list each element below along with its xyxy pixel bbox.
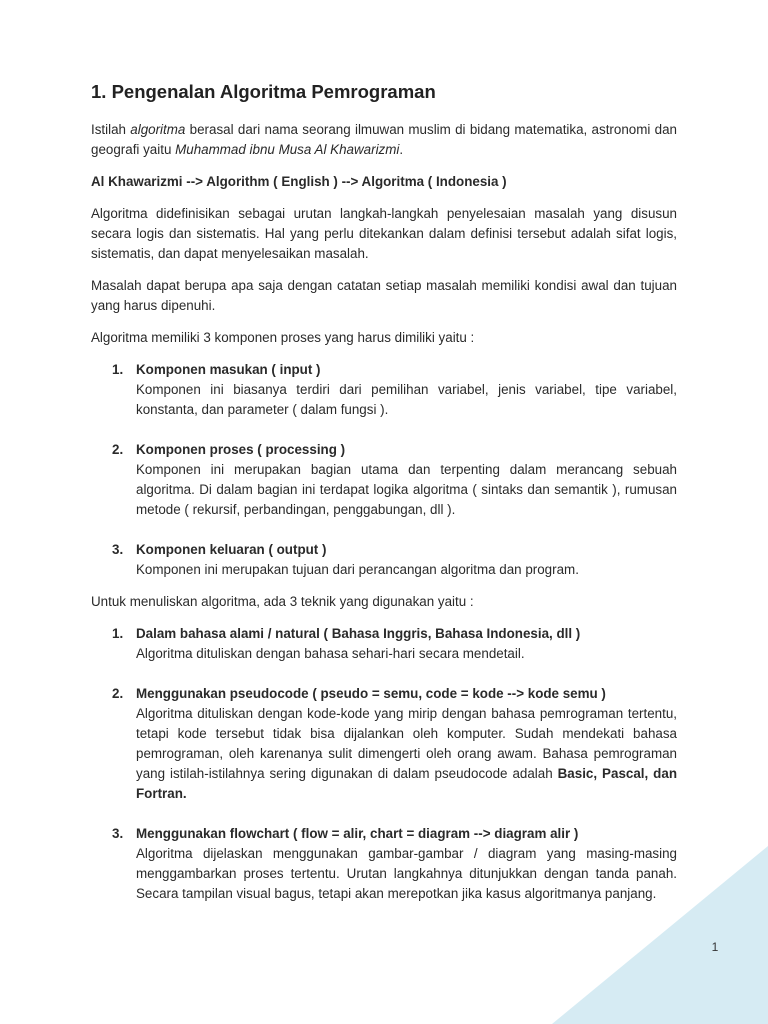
components-intro: Algoritma memiliki 3 komponen proses yang harus dimiliki yaitu : [91,330,475,345]
document-page [91,80,677,916]
list-item [91,360,677,420]
techniques-list [91,624,677,904]
list-item-title: Komponen proses ( processing ) [136,442,346,457]
list-item-body: Komponen ini merupakan bagian utama dan terpenting dalam merancang sebuah algoritma. Di dalam bagian ini terdapat logika algoritma ( sintaks dan semantik ), rumusan metode ( rekursif, perbandingan, penggabungan, dll ). [136,462,677,517]
intro-paragraph [91,120,677,160]
list-item-body: Komponen ini biasanya terdiri dari pemilihan variabel, jenis variabel, tipe variabel, konstanta, dan parameter ( dalam fungsi ). [136,382,677,417]
page-number: 1 [711,940,719,954]
page-title: 1. Pengenalan Algoritma Pemrograman [91,81,436,102]
languages-bold: Basic, Pascal, dan Fortran. [136,766,677,801]
list-item [91,624,677,664]
list-item-title: Dalam bahasa alami / natural ( Bahasa Inggris, Bahasa Indonesia, dll ) [136,626,581,641]
intro-text: . [399,142,404,157]
list-number: 1. [112,626,124,641]
intro-term-italic: algoritma [130,122,186,137]
list-item [91,440,677,520]
list-number: 1. [112,362,124,377]
list-item-body: Algoritma dijelaskan menggunakan gambar-gambar / diagram yang masing-masing menggambarkan proses tertentu. Urutan langkahnya ditunjukkan dengan tanda panah. Secara tampilan visual bagus, tetapi akan merepotkan jika kasus algoritmanya panjang. [136,846,677,901]
list-item-title: Komponen keluaran ( output ) [136,542,327,557]
intro-text: Istilah [91,122,131,137]
list-item-body [136,704,677,804]
list-item [91,684,677,804]
list-item-body: Komponen ini merupakan tujuan dari perancangan algoritma dan program. [136,562,579,577]
techniques-intro: Untuk menuliskan algoritma, ada 3 teknik yang digunakan yaitu : [91,594,474,609]
list-item [91,824,677,904]
etymology-line: Al Khawarizmi --> Algorithm ( English ) --> Algoritma ( Indonesia ) [91,174,507,189]
list-item-body-text: Algoritma dituliskan dengan kode-kode yang mirip dengan bahasa pemrograman tertentu, tetapi kode tersebut tidak bisa dijalankan oleh komputer. Sudah mendekati bahasa pemrograman, oleh karenanya sulit dimengerti oleh orang awam. Bahasa pemrograman yang istilah-istilahnya sering digunakan di dalam pseudocode adalah [136,706,677,781]
components-list [91,360,677,580]
intro-name-italic: Muhammad ibnu Musa Al Khawarizmi [175,142,400,157]
list-item [91,540,677,580]
list-item-title: Menggunakan pseudocode ( pseudo = semu, code = kode --> kode semu ) [136,686,606,701]
intro-text: berasal dari nama seorang ilmuwan muslim di bidang matematika, astronomi dan geografi yaitu [91,122,677,157]
list-number: 2. [112,442,124,457]
list-item-body: Algoritma dituliskan dengan bahasa sehari-hari secara mendetail. [136,646,525,661]
list-number: 3. [112,542,124,557]
list-item-title: Komponen masukan ( input ) [136,362,321,377]
list-item-title: Menggunakan flowchart ( flow = alir, chart = diagram --> diagram alir ) [136,826,579,841]
problem-paragraph: Masalah dapat berupa apa saja dengan catatan setiap masalah memiliki kondisi awal dan tujuan yang harus dipenuhi. [91,278,677,313]
definition-paragraph: Algoritma didefinisikan sebagai urutan langkah-langkah penyelesaian masalah yang disusun secara logis dan sistematis. Hal yang perlu ditekankan dalam definisi tersebut adalah sifat logis, sistematis, dan dapat menyelesaikan masalah. [91,206,677,261]
list-number: 2. [112,686,124,701]
list-number: 3. [112,826,124,841]
